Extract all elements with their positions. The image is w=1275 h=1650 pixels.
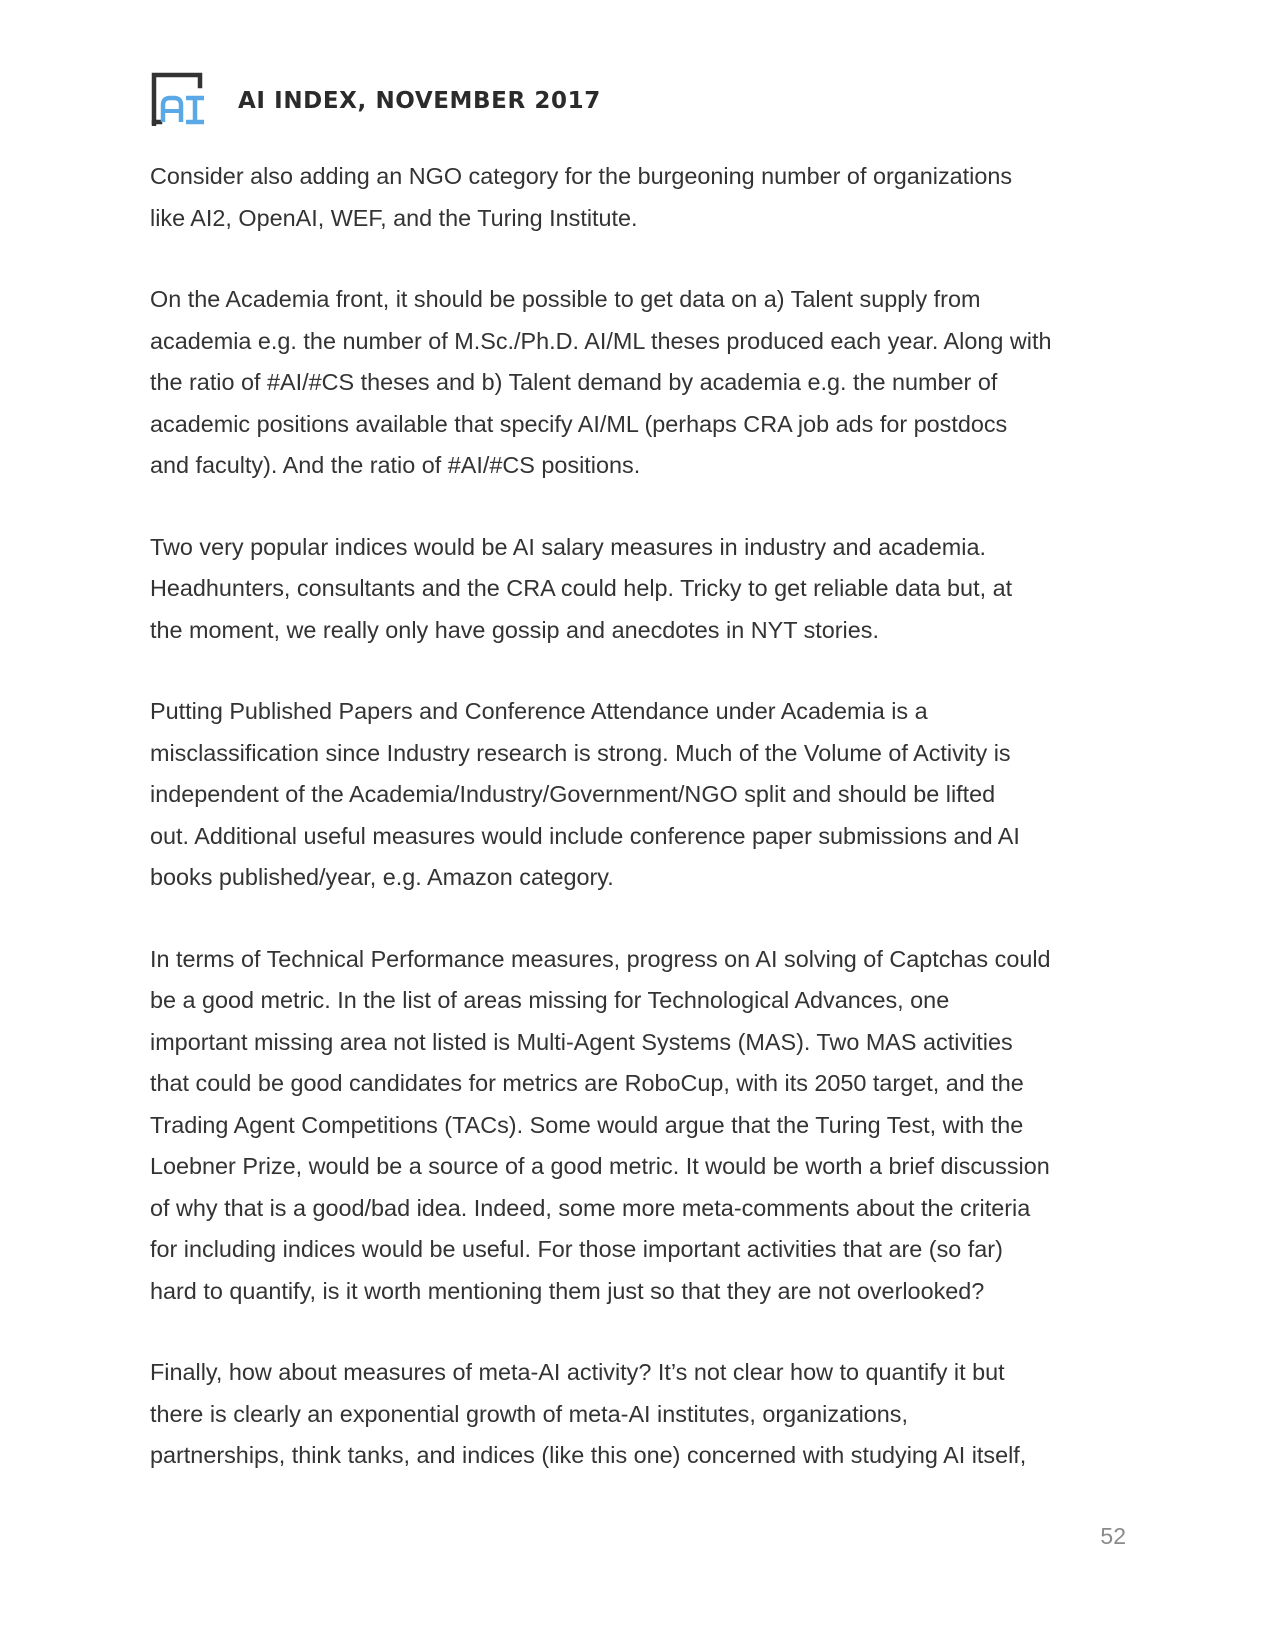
text-line: important missing area not listed is Multi-Agent Systems (MAS). Two MAS activities (150, 1028, 1013, 1055)
text-line: independent of the Academia/Industry/Government/NGO split and should be lifted (150, 781, 996, 807)
body-text (150, 156, 1140, 1517)
text-line: Consider also adding an NGO category for the burgeoning number of organizations (150, 163, 1013, 189)
text-line: On the Academia front, it should be possible to get data on a) Talent supply from (150, 286, 981, 312)
paragraph (150, 279, 1140, 487)
text-line: books published/year, e.g. Amazon category. (150, 864, 614, 890)
paragraph (150, 939, 1140, 1313)
text-line: for including indices would be useful. For those important activities that are (so far) (150, 1236, 1003, 1262)
paragraph (150, 691, 1140, 899)
text-line: the moment, we really only have gossip and anecdotes in NYT stories. (150, 616, 879, 643)
text-line: Loebner Prize, would be a source of a good metric. It would be worth a brief discussion (150, 1153, 1050, 1179)
paragraph (150, 527, 1140, 652)
text-line: like AI2, OpenAI, WEF, and the Turing Institute. (150, 204, 638, 231)
text-line: be a good metric. In the list of areas missing for Technological Advances, one (150, 987, 950, 1013)
text-line: academic positions available that specify AI/ML (perhaps CRA job ads for postdocs (150, 410, 1008, 437)
document-title: AI INDEX, NOVEMBER 2017 (238, 88, 601, 114)
text-line: hard to quantify, is it worth mentioning them just so that they are not overlooked? (150, 1277, 985, 1304)
text-line: Finally, how about measures of meta-AI activity? It’s not clear how to quantify it but (150, 1359, 1005, 1385)
text-line: of why that is a good/bad idea. Indeed, some more meta-comments about the criteria (150, 1194, 1031, 1221)
text-line: Two very popular indices would be AI salary measures in industry and academia. (150, 533, 986, 560)
paragraph (150, 1352, 1140, 1477)
paragraph (150, 156, 1140, 239)
text-line: academia e.g. the number of M.Sc./Ph.D. AI/ML theses produced each year. Along with (150, 327, 1052, 354)
text-line: Putting Published Papers and Conference Attendance under Academia is a (150, 698, 928, 724)
page-number: 52 (1100, 1523, 1126, 1549)
ai-index-logo (150, 72, 206, 126)
text-line: Headhunters, consultants and the CRA could help. Tricky to get reliable data but, at (150, 575, 1013, 601)
text-line: the ratio of #AI/#CS theses and b) Talent demand by academia e.g. the number of (150, 369, 998, 395)
page-header (150, 72, 601, 126)
text-line: Trading Agent Competitions (TACs). Some would argue that the Turing Test, with the (150, 1111, 1024, 1138)
text-line: there is clearly an exponential growth of meta-AI institutes, organizations, (150, 1400, 908, 1427)
text-line: In terms of Technical Performance measures, progress on AI solving of Captchas could (150, 945, 1051, 972)
text-line: partnerships, think tanks, and indices (like this one) concerned with studying AI itself, (150, 1442, 1027, 1468)
text-line: misclassification since Industry research is strong. Much of the Volume of Activity is (150, 739, 1011, 766)
text-line: that could be good candidates for metrics are RoboCup, with its 2050 target, and the (150, 1070, 1024, 1096)
text-line: out. Additional useful measures would include conference paper submissions and AI (150, 822, 1020, 849)
text-line: and faculty). And the ratio of #AI/#CS positions. (150, 452, 641, 478)
